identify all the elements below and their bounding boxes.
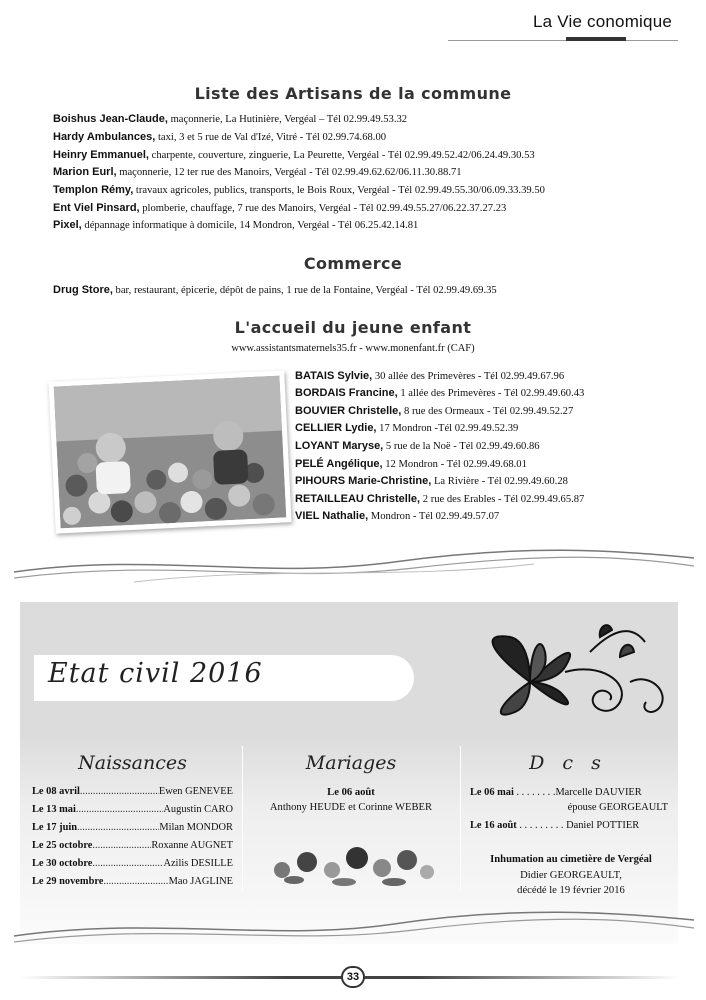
list-item: Hardy Ambulances, taxi, 3 et 5 rue de Val d'Izé, Vitré - Tél 02.99.74.68.00 xyxy=(53,131,387,143)
page-number: 33 xyxy=(341,966,365,988)
list-item: PIHOURS Marie-Christine, La Rivière - Tél 02.99.49.60.28 xyxy=(295,475,568,487)
header-accent-bar xyxy=(566,37,626,41)
list-item: Le 13 mai ..... Augustin CARO xyxy=(32,801,233,818)
accueil-heading: L'accueil du jeune enfant xyxy=(234,318,472,337)
commerce-heading: Commerce xyxy=(303,254,403,273)
list-item: Drug Store, bar, restaurant, épicerie, dépôt de pains, 1 rue de la Fontaine, Vergéal - Tél 02.99.49.69.35 xyxy=(53,284,497,296)
mariage-date: Le 06 août xyxy=(327,787,375,798)
list-item: PELÉ Angélique, 12 Mondron - Tél 02.99.49.68.01 xyxy=(295,458,527,470)
artisans-heading: Liste des Artisans de la commune xyxy=(194,84,512,103)
list-item: Boishus Jean-Claude, maçonnerie, La Hutinière, Vergéal – Tél 02.99.49.53.32 xyxy=(53,113,408,125)
list-item: Marion Eurl, maçonnerie, 12 ter rue des Manoirs, Vergéal - Tél 02.99.49.62.62/06.11.30.88.71 xyxy=(53,166,462,178)
list-item: Pixel, dépannage informatique à domicile, 14 Mondron, Vergéal - Tél 06.25.42.14.81 xyxy=(53,219,419,231)
list-item: LOYANT Maryse, 5 rue de la Noë - Tél 02.99.49.60.86 xyxy=(295,440,540,452)
list-item: Le 17 juin ..... Milan MONDOR xyxy=(32,819,233,836)
list-item: Templon Rémy, travaux agricoles, publics, transports, le Bois Roux, Vergéal - Tél 02.99.49.55.30/06.09.33.39.50 xyxy=(53,184,545,196)
list-item: CELLIER Lydie, 17 Mondron -Tél 02.99.49.52.39 xyxy=(295,422,519,434)
children-ball-pit-photo xyxy=(48,370,291,533)
list-item: Le 25 octobre ..... Roxanne AUGNET xyxy=(32,837,233,854)
section-header-title: La Vie conomique xyxy=(533,12,672,31)
inhumation-title: Inhumation au cimetière de Vergéal xyxy=(490,854,652,865)
column-divider xyxy=(460,746,461,891)
list-item: RETAILLEAU Christelle, 2 rue des Erables - Tél 02.99.49.65.87 xyxy=(295,493,585,505)
mariages-heading: Mariages xyxy=(305,752,397,774)
list-item: Ent Viel Pinsard, plomberie, chauffage, 7 rue des Manoirs, Vergéal - Tél 02.99.49.55.27/06.22.37.27.23 xyxy=(53,202,507,214)
wave-divider xyxy=(14,906,694,946)
list-item: Le 08 avril ..... Ewen GENEVEE xyxy=(32,783,233,800)
inhumation-name: Didier GEORGEAULT, xyxy=(520,870,622,881)
list-item: BORDAIS Francine, 1 allée des Primevères - Tél 02.99.49.60.43 xyxy=(295,387,585,399)
wave-divider xyxy=(14,540,694,585)
list-item: Le 16 août . . . . . . . . . Daniel POTTIER xyxy=(470,820,640,831)
header-rule xyxy=(448,40,678,41)
inhumation-detail: décédé le 19 février 2016 xyxy=(517,885,625,896)
list-item: épouse GEORGEAULT xyxy=(567,802,668,813)
etat-civil-title: Etat civil 2016 xyxy=(48,658,263,689)
list-item: VIEL Nathalie, Mondron - Tél 02.99.49.57.07 xyxy=(295,510,500,522)
mariage-names: Anthony HEUDE et Corinne WEBER xyxy=(269,802,433,813)
list-item: Le 29 novembre ..... Mao JAGLINE xyxy=(32,873,233,890)
list-item: Le 30 octobre ..... Azilis DESILLE xyxy=(32,855,233,872)
list-item: BOUVIER Christelle, 8 rue des Ormeaux - Tél 02.99.49.52.27 xyxy=(295,405,574,417)
column-divider xyxy=(242,746,243,891)
accueil-websites: www.assistantsmaternels35.fr - www.monenfant.fr (CAF) xyxy=(231,343,475,354)
flower-bouquet-icon xyxy=(262,840,442,890)
list-item: Heinry Emmanuel, charpente, couverture, zinguerie, La Peurette, Vergéal - Tél 02.99.49.52.42/06.24.49.30.53 xyxy=(53,149,535,161)
deces-heading: D c s xyxy=(529,752,607,774)
list-item: Le 06 mai . . . . . . . .Marcelle DAUVIER xyxy=(470,787,642,798)
flower-ornament-icon xyxy=(470,612,680,732)
list-item: BATAIS Sylvie, 30 allée des Primevères - Tél 02.99.49.67.96 xyxy=(295,370,565,382)
naissances-heading: Naissances xyxy=(78,752,187,774)
